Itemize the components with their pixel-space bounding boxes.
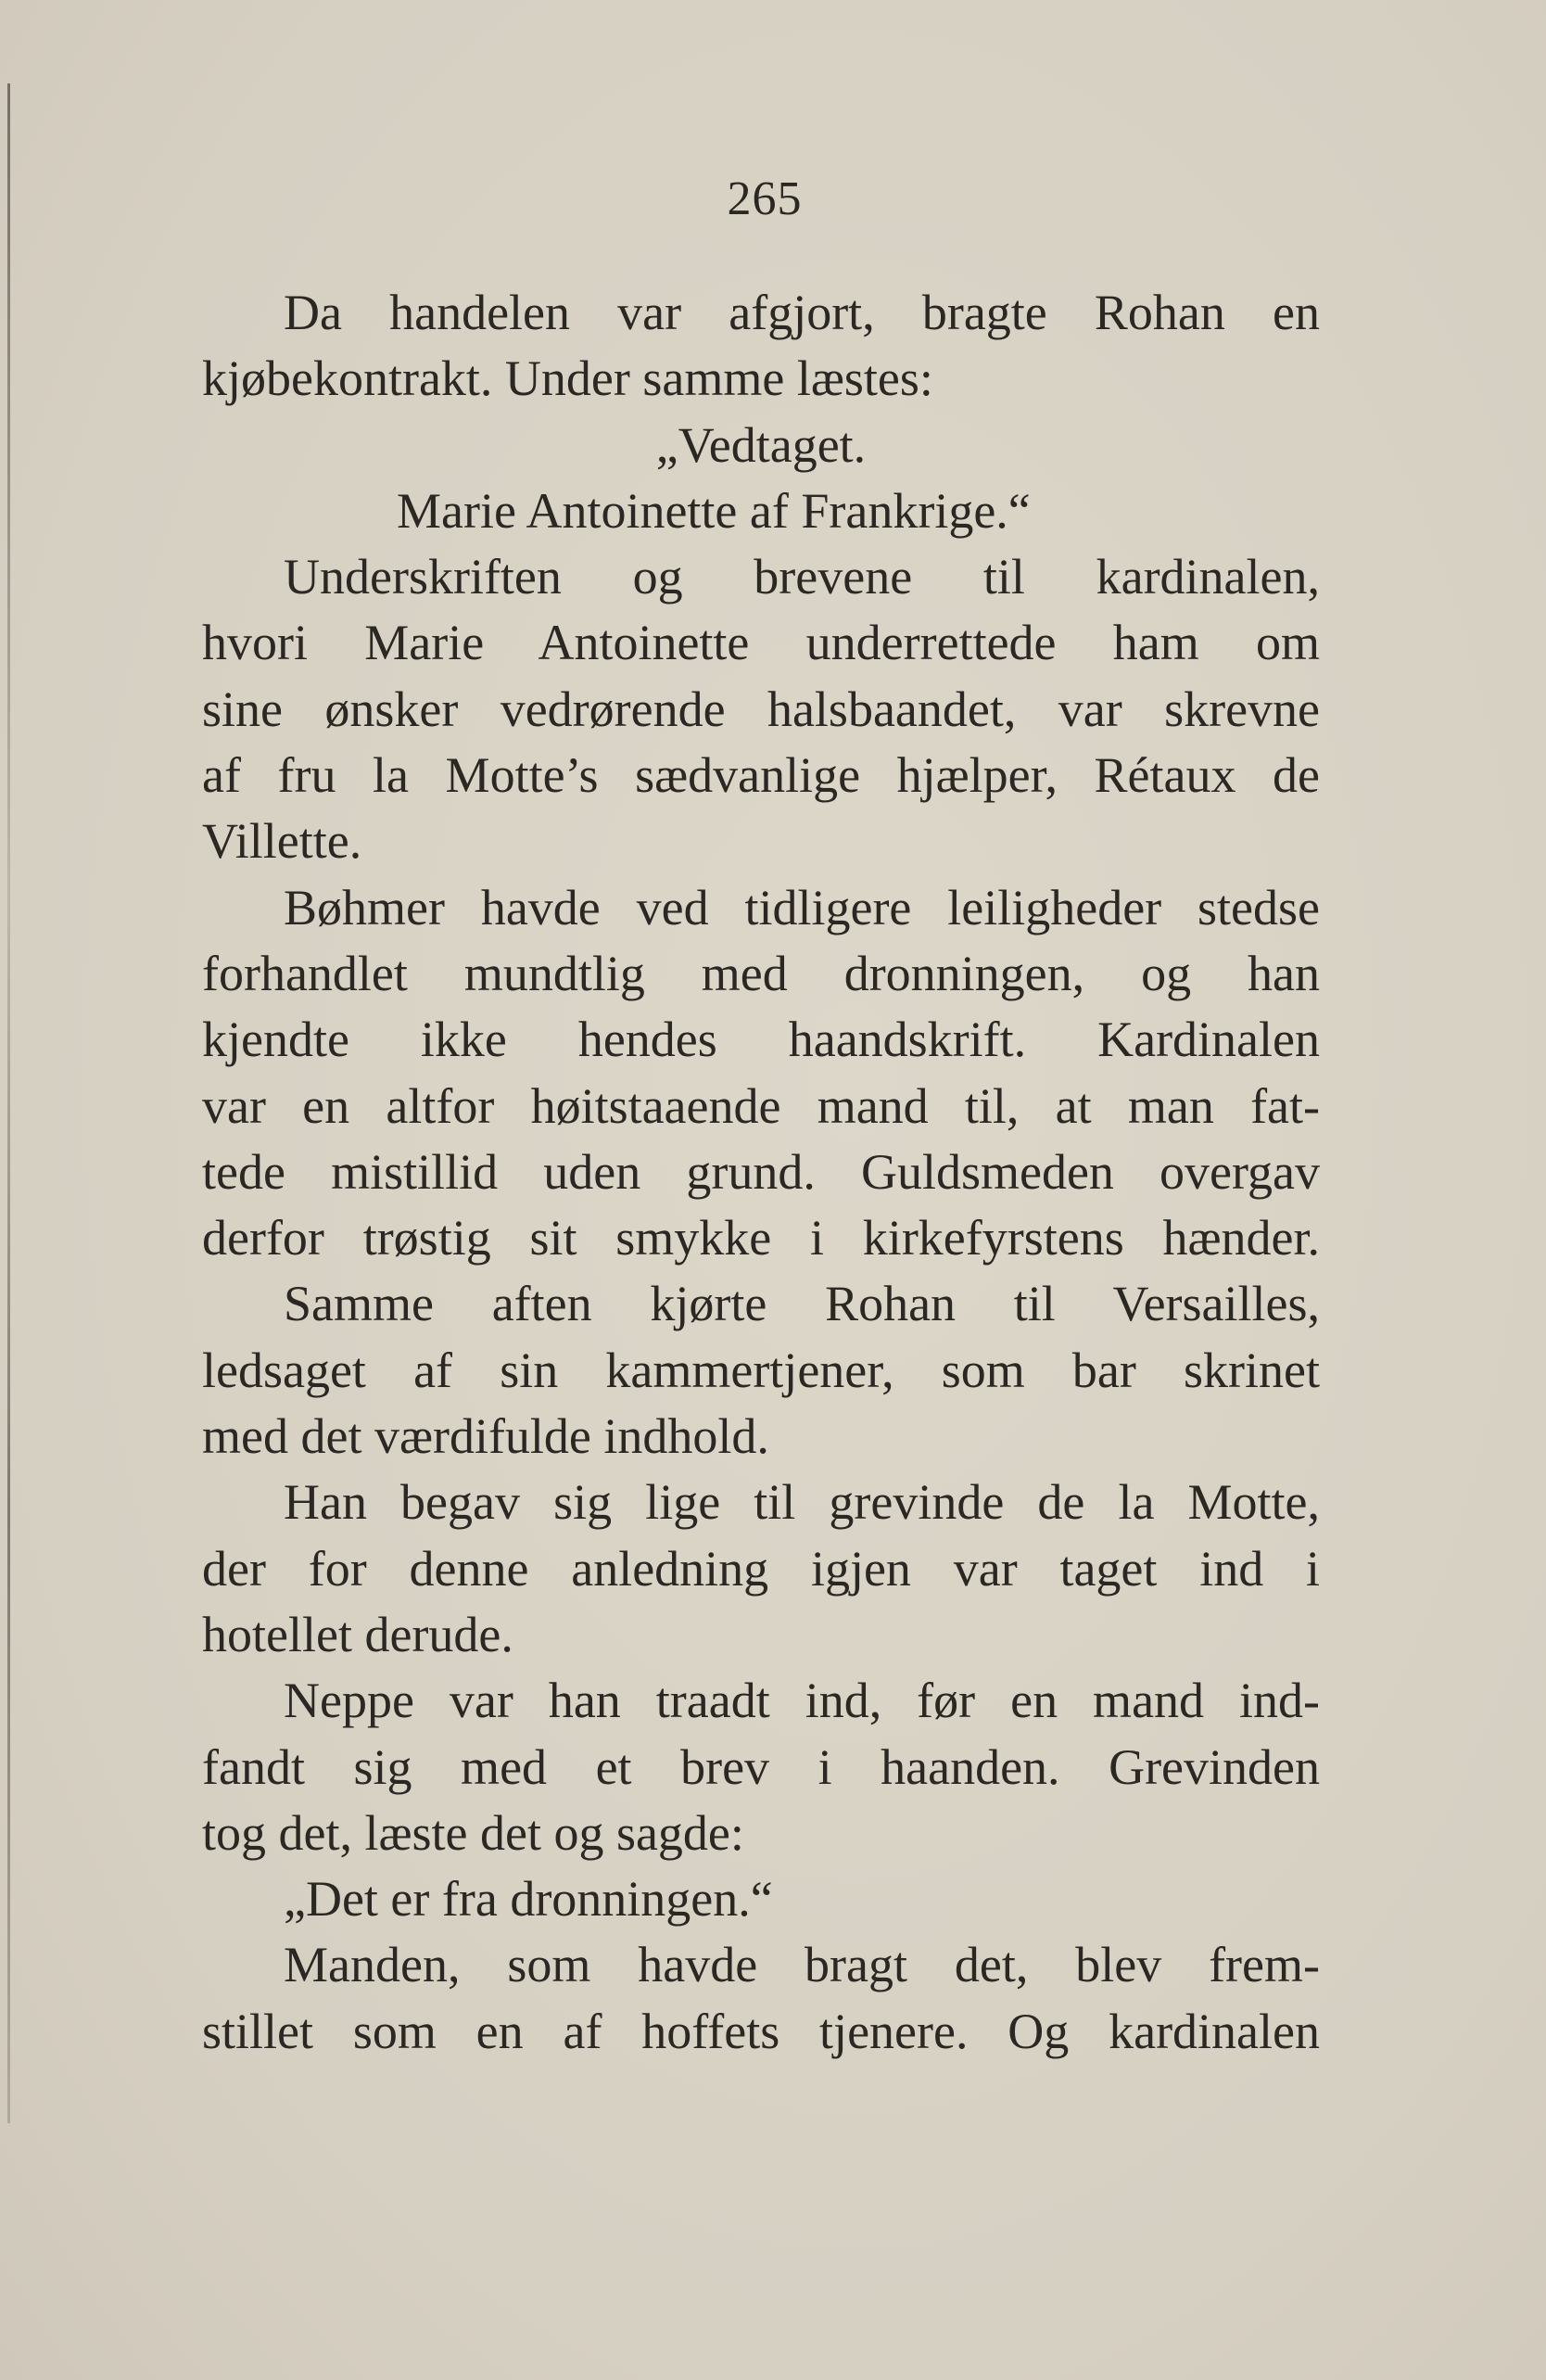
text-line: Underskriften og brevene til kardinalen,: [284, 549, 1320, 605]
text-line: hotellet derude.: [202, 1606, 513, 1662]
text-line: Han begav sig lige til grevinde de la Motte,: [284, 1474, 1320, 1531]
text-line: stillet som en af hoffets tjenere. Og kardinalen: [202, 2003, 1320, 2059]
text-line: forhandlet mundtlig med dronningen, og han: [202, 945, 1320, 1001]
text-line: Samme aften kjørte Rohan til Versailles,: [284, 1276, 1320, 1332]
body-text: [202, 280, 1320, 2065]
text-line: tede mistillid uden grund. Guldsmeden overgav: [202, 1143, 1320, 1200]
text-line: var en altfor høitstaaende mand til, at man fat-: [202, 1077, 1320, 1134]
text-line: kjøbekontrakt. Under samme læstes:: [202, 350, 933, 407]
text-line: kjendte ikke hendes haandskrift. Kardinalen: [202, 1012, 1320, 1068]
text-line: Villette.: [202, 813, 362, 870]
text-line: Neppe var han traadt ind, før en mand ind-: [284, 1673, 1320, 1729]
text-line: Marie Antoinette af Frankrige.“: [397, 482, 1031, 539]
text-line: fandt sig med et brev i haanden. Grevinden: [202, 1738, 1320, 1795]
text-line: tog det, læste det og sagde:: [202, 1804, 744, 1861]
text-line: „Vedtaget.: [655, 416, 867, 473]
text-line: sine ønsker vedrørende halsbaandet, var skrevne: [202, 681, 1320, 737]
text-line: med det værdifulde indhold.: [202, 1408, 769, 1465]
text-line: Da handelen var afgjort, bragte Rohan en: [284, 285, 1320, 340]
text-line: derfor trøstig sit smykke i kirkefyrstens hænder.: [202, 1210, 1320, 1266]
text-line: der for denne anledning igjen var taget ind i: [202, 1540, 1320, 1597]
text-line: hvori Marie Antoinette underrettede ham om: [202, 615, 1320, 671]
text-line: ledsaget af sin kammertjener, som bar skrinet: [202, 1342, 1320, 1398]
page-gutter-edge: [7, 83, 10, 2123]
text-line: Manden, som havde bragt det, blev frem-: [284, 1937, 1320, 1993]
text-line: „Det er fra dronningen.“: [284, 1871, 773, 1928]
text-line: af fru la Motte’s sædvanlige hjælper, Rétaux de: [202, 747, 1320, 804]
text-line: Bøhmer havde ved tidligere leiligheder stedse: [284, 879, 1320, 935]
page-number: 265: [727, 172, 803, 225]
